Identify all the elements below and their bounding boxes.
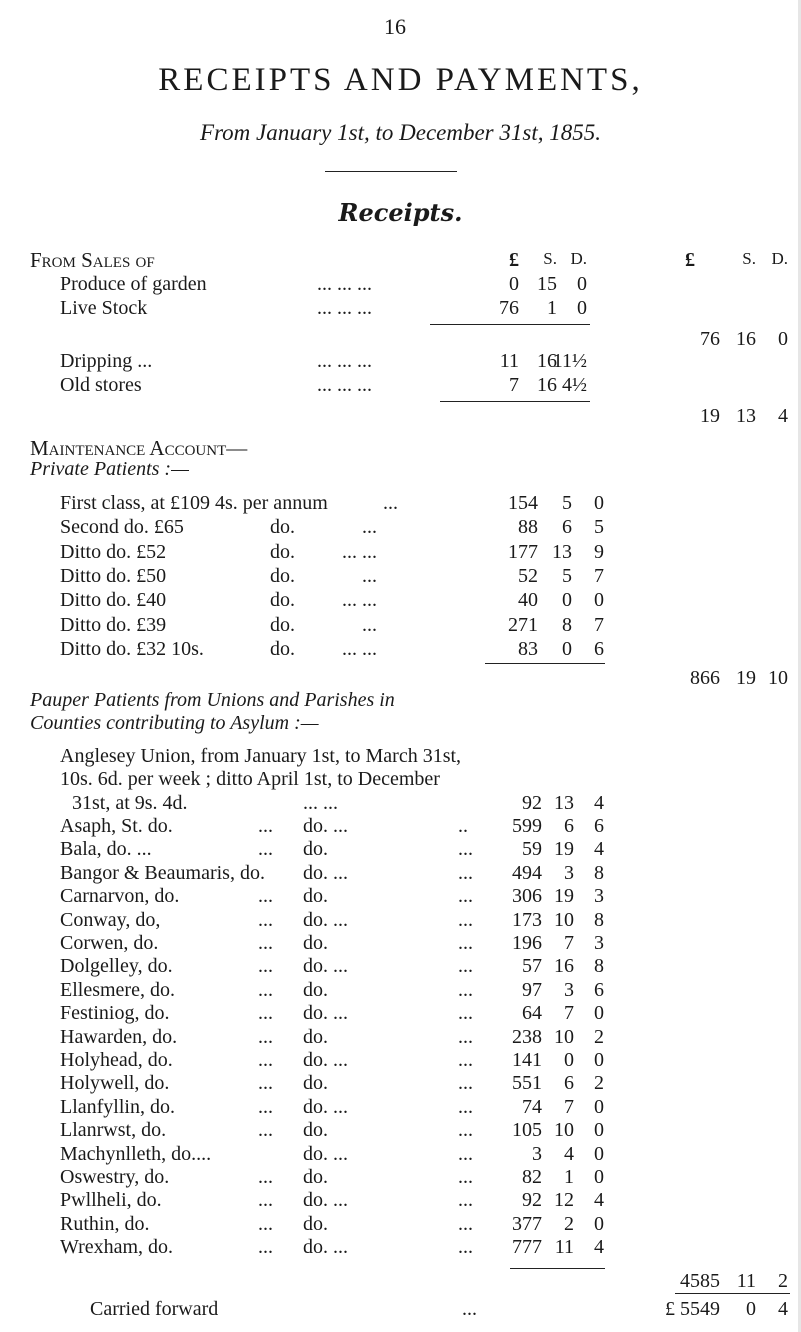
carried-forward-pounds: £ 5549 xyxy=(665,1298,720,1320)
leader-dots: ... ... xyxy=(342,637,377,660)
union-pence: 3 xyxy=(594,885,604,908)
union-pounds: 64 xyxy=(522,1002,542,1025)
leader-dots: ... xyxy=(362,516,377,539)
sum-rule xyxy=(675,1293,790,1294)
leader-dots: ... xyxy=(458,838,473,861)
union-name: Carnarvon, do. xyxy=(60,885,180,908)
section-heading: Receipts. xyxy=(338,198,463,227)
union-pence: 0 xyxy=(594,1119,604,1142)
maintenance-row-pounds: 177 xyxy=(508,540,538,563)
union-pounds: 599 xyxy=(512,815,542,837)
union-pounds: 196 xyxy=(512,932,542,954)
union-do: do. ... xyxy=(303,815,348,837)
sales-row-pence: 0 xyxy=(577,297,587,319)
union-pence: 8 xyxy=(594,908,604,931)
leader-dots: ... xyxy=(458,1002,473,1025)
union-pounds: 777 xyxy=(512,1236,542,1259)
maintenance-row-per: do. xyxy=(270,516,295,539)
pauper-heading: Counties contributing to Asylum :— xyxy=(30,712,319,734)
sales-row-pence: 0 xyxy=(577,273,587,295)
union-pence: 4 xyxy=(594,838,604,861)
sales-subtotal-pounds: 76 xyxy=(700,328,720,350)
leader-dots: ... xyxy=(258,1119,273,1142)
pauper-intro: Anglesey Union, from January 1st, to March 31st, xyxy=(60,745,462,767)
maintenance-row-label: Ditto do. £50 xyxy=(60,564,167,587)
union-pence: 3 xyxy=(594,932,604,954)
union-pounds: 59 xyxy=(522,838,542,861)
union-name: Bangor & Beaumaris, do. xyxy=(60,861,265,884)
sales-row-pounds: 76 xyxy=(499,297,519,319)
leader-dots: ... xyxy=(462,1298,477,1320)
leader-dots: .. xyxy=(458,815,468,837)
leader-dots: ... ... xyxy=(342,540,377,563)
leader-dots: ... xyxy=(258,1212,273,1235)
union-do: do. ... xyxy=(303,1189,348,1212)
union-pence: 4 xyxy=(594,1236,604,1259)
leader-dots: ... xyxy=(258,1072,273,1095)
pauper-intro-shillings: 13 xyxy=(554,792,574,814)
union-pounds: 57 xyxy=(522,955,542,978)
union-do: do. xyxy=(303,1119,328,1142)
maintenance-row-pounds: 83 xyxy=(518,637,538,660)
union-shillings: 6 xyxy=(564,1072,574,1095)
sales-row-shillings: 16 xyxy=(537,350,557,372)
sales-row-pounds: 0 xyxy=(509,273,519,295)
union-pence: 0 xyxy=(594,1002,604,1025)
union-shillings: 12 xyxy=(554,1189,574,1212)
leader-dots: ... ... xyxy=(303,792,338,814)
union-do: do. ... xyxy=(303,908,348,931)
maintenance-row-per: do. xyxy=(270,637,295,660)
union-do: do. xyxy=(303,978,328,1001)
leader-dots: ... ... ... xyxy=(317,350,372,372)
leader-dots: ... xyxy=(258,1236,273,1259)
leader-dots: ... xyxy=(458,861,473,884)
leader-dots: ... xyxy=(458,1095,473,1118)
sales-row-label: Live Stock xyxy=(60,297,148,319)
union-name: Wrexham, do. xyxy=(60,1236,174,1259)
union-name: Llanrwst, do. xyxy=(60,1119,167,1142)
sales-row-label: Dripping ... xyxy=(60,350,153,372)
sales-row-label: Old stores xyxy=(60,374,142,396)
sales-heading: From Sales of xyxy=(30,248,155,272)
leader-dots: ... xyxy=(458,1166,473,1188)
header-shillings: S. xyxy=(543,249,557,268)
leader-dots: ... xyxy=(383,492,398,514)
union-name: Holyhead, do. xyxy=(60,1049,173,1071)
leader-dots: ... xyxy=(458,978,473,1001)
pauper-intro: 10s. 6d. per week ; ditto April 1st, to December xyxy=(60,768,440,790)
maintenance-row-pounds: 271 xyxy=(508,613,538,636)
page-number: 16 xyxy=(384,14,406,39)
union-pounds: 494 xyxy=(512,861,542,884)
leader-dots: ... xyxy=(258,1095,273,1118)
header-shillings-2: S. xyxy=(742,249,756,268)
maintenance-row-pounds: 154 xyxy=(508,492,538,514)
union-shillings: 10 xyxy=(554,1025,574,1048)
maintenance-row-label: Ditto do. £52 xyxy=(60,540,167,563)
leader-dots: ... xyxy=(458,885,473,908)
union-pence: 0 xyxy=(594,1095,604,1118)
union-name: Conway, do, xyxy=(60,908,161,931)
maintenance-row-shillings: 8 xyxy=(562,613,572,636)
union-shillings: 10 xyxy=(554,1119,574,1142)
union-do: do. xyxy=(303,885,328,908)
union-name: Oswestry, do. xyxy=(60,1166,170,1188)
sales-row-shillings: 16 xyxy=(537,374,557,396)
pauper-subtotal-pence: 2 xyxy=(778,1270,788,1292)
header-pounds-2: £ xyxy=(685,249,695,271)
maintenance-row-label: Ditto do. £40 xyxy=(60,589,167,612)
leader-dots: ... xyxy=(458,1119,473,1142)
maintenance-row-pence: 0 xyxy=(594,589,604,612)
leader-dots: ... xyxy=(458,1142,473,1165)
union-do: do. ... xyxy=(303,1236,348,1259)
union-pounds: 3 xyxy=(532,1142,542,1165)
leader-dots: ... ... xyxy=(342,589,377,612)
union-shillings: 7 xyxy=(564,1002,574,1025)
leader-dots: ... ... ... xyxy=(317,273,372,295)
union-pence: 0 xyxy=(594,1212,604,1235)
leader-dots: ... xyxy=(258,1049,273,1071)
leader-dots: ... xyxy=(458,1049,473,1071)
sales-row-pence: 4½ xyxy=(562,374,587,396)
union-shillings: 4 xyxy=(564,1142,574,1165)
leader-dots: ... xyxy=(458,908,473,931)
leader-dots: ... xyxy=(258,1189,273,1212)
maintenance-subheading: Private Patients :— xyxy=(30,458,189,480)
union-pounds: 377 xyxy=(512,1212,542,1235)
maintenance-heading: Maintenance Account— xyxy=(30,436,248,460)
union-do: do. ... xyxy=(303,1049,348,1071)
leader-dots: ... xyxy=(258,1025,273,1048)
union-name: Bala, do. ... xyxy=(60,838,152,861)
leader-dots: ... xyxy=(458,1236,473,1259)
maintenance-row-shillings: 5 xyxy=(562,564,572,587)
union-do: do. xyxy=(303,1025,328,1048)
union-pence: 6 xyxy=(594,815,604,837)
header-pounds: £ xyxy=(509,249,519,271)
leader-dots: ... ... ... xyxy=(317,297,372,319)
maintenance-row-pence: 9 xyxy=(594,540,604,563)
union-pence: 0 xyxy=(594,1049,604,1071)
maintenance-row-shillings: 13 xyxy=(552,540,572,563)
union-pence: 0 xyxy=(594,1142,604,1165)
union-do: do. xyxy=(303,1212,328,1235)
pauper-heading: Pauper Patients from Unions and Parishes in xyxy=(30,689,395,711)
leader-dots: ... xyxy=(258,838,273,861)
union-pence: 4 xyxy=(594,1189,604,1212)
union-name: Pwllheli, do. xyxy=(60,1189,162,1212)
leader-dots: ... xyxy=(458,1212,473,1235)
union-shillings: 7 xyxy=(564,1095,574,1118)
union-name: Machynlleth, do.... xyxy=(60,1142,212,1165)
maintenance-row-pence: 7 xyxy=(594,613,604,636)
union-do: do. ... xyxy=(303,861,348,884)
maintenance-row-pence: 6 xyxy=(594,637,604,660)
leader-dots: ... xyxy=(258,885,273,908)
sum-rule xyxy=(485,663,605,664)
union-do: do. ... xyxy=(303,1002,348,1025)
maintenance-row-label: First class, at £109 4s. per annum xyxy=(60,492,328,514)
union-name: Dolgelley, do. xyxy=(60,955,173,978)
sales-subtotal-pence: 4 xyxy=(778,405,788,427)
union-pounds: 306 xyxy=(512,885,542,908)
union-do: do. xyxy=(303,838,328,861)
pauper-intro-pence: 4 xyxy=(594,792,604,814)
union-shillings: 3 xyxy=(564,978,574,1001)
maintenance-row-pence: 7 xyxy=(594,564,604,587)
union-pounds: 141 xyxy=(512,1049,542,1071)
union-shillings: 19 xyxy=(554,885,574,908)
union-name: Ellesmere, do. xyxy=(60,978,175,1001)
sales-row-label: Produce of garden xyxy=(60,273,207,295)
pauper-subtotal-pounds: 4585 xyxy=(680,1270,720,1292)
leader-dots: ... xyxy=(258,815,273,837)
union-name: Asaph, St. do. xyxy=(60,815,173,837)
maintenance-subtotal-pence: 10 xyxy=(768,667,788,689)
sum-rule xyxy=(430,324,590,325)
header-pence: D. xyxy=(570,249,587,268)
maintenance-row-pence: 5 xyxy=(594,516,604,539)
union-name: Hawarden, do. xyxy=(60,1025,178,1048)
union-pence: 8 xyxy=(594,955,604,978)
union-pounds: 238 xyxy=(512,1025,542,1048)
maintenance-subtotal-shillings: 19 xyxy=(736,667,756,689)
union-pounds: 173 xyxy=(512,908,542,931)
union-name: Llanfyllin, do. xyxy=(60,1095,175,1118)
union-shillings: 2 xyxy=(564,1212,574,1235)
leader-dots: ... xyxy=(258,932,273,954)
maintenance-row-shillings: 6 xyxy=(562,516,572,539)
maintenance-subtotal-pounds: 866 xyxy=(690,667,720,689)
union-do: do. xyxy=(303,932,328,954)
leader-dots: ... xyxy=(258,908,273,931)
union-pounds: 92 xyxy=(522,1189,542,1212)
union-shillings: 11 xyxy=(554,1236,574,1259)
carried-forward-pence: 4 xyxy=(778,1298,788,1320)
union-do: do. xyxy=(303,1072,328,1095)
sales-subtotal-pence: 0 xyxy=(778,328,788,350)
maintenance-row-pounds: 40 xyxy=(518,589,538,612)
header-pence-2: D. xyxy=(771,249,788,268)
union-name: Ruthin, do. xyxy=(60,1212,150,1235)
pauper-intro: 31st, at 9s. 4d. xyxy=(72,792,188,814)
maintenance-row-label: Second do. £65 xyxy=(60,516,184,539)
leader-dots: ... ... ... xyxy=(317,374,372,396)
union-pence: 8 xyxy=(594,861,604,884)
sum-rule xyxy=(510,1268,605,1269)
page-subtitle: From January 1st, to December 31st, 1855. xyxy=(200,120,601,145)
union-pounds: 82 xyxy=(522,1166,542,1188)
maintenance-row-shillings: 5 xyxy=(562,492,572,514)
union-name: Festiniog, do. xyxy=(60,1002,170,1025)
union-shillings: 10 xyxy=(554,908,574,931)
maintenance-row-label: Ditto do. £39 xyxy=(60,613,167,636)
union-do: do. ... xyxy=(303,1142,348,1165)
sales-row-pounds: 11 xyxy=(499,350,519,372)
maintenance-row-shillings: 0 xyxy=(562,589,572,612)
union-do: do. xyxy=(303,1166,328,1188)
union-pounds: 97 xyxy=(522,978,542,1001)
leader-dots: ... xyxy=(258,955,273,978)
maintenance-row-pounds: 52 xyxy=(518,564,538,587)
union-name: Corwen, do. xyxy=(60,932,159,954)
union-pence: 6 xyxy=(594,978,604,1001)
union-shillings: 16 xyxy=(554,955,574,978)
leader-dots: ... xyxy=(458,1189,473,1212)
union-shillings: 7 xyxy=(564,932,574,954)
sales-subtotal-shillings: 13 xyxy=(736,405,756,427)
maintenance-row-per: do. xyxy=(270,589,295,612)
union-pounds: 551 xyxy=(512,1072,542,1095)
sales-row-pence: 11½ xyxy=(552,350,587,372)
carried-forward-shillings: 0 xyxy=(746,1298,756,1320)
sales-subtotal-pounds: 19 xyxy=(700,405,720,427)
union-shillings: 3 xyxy=(564,861,574,884)
page-title: RECEIPTS AND PAYMENTS, xyxy=(158,62,643,98)
maintenance-row-shillings: 0 xyxy=(562,637,572,660)
leader-dots: ... xyxy=(362,564,377,587)
title-divider xyxy=(325,171,457,172)
union-shillings: 6 xyxy=(564,815,574,837)
maintenance-row-per: do. xyxy=(270,564,295,587)
union-name: Holywell, do. xyxy=(60,1072,170,1095)
leader-dots: ... xyxy=(458,1025,473,1048)
sales-row-pounds: 7 xyxy=(509,374,519,396)
union-do: do. ... xyxy=(303,955,348,978)
sales-row-shillings: 15 xyxy=(537,273,557,295)
sales-subtotal-shillings: 16 xyxy=(736,328,756,350)
leader-dots: ... xyxy=(362,613,377,636)
union-pence: 2 xyxy=(594,1025,604,1048)
union-pounds: 105 xyxy=(512,1119,542,1142)
leader-dots: ... xyxy=(258,978,273,1001)
union-pence: 0 xyxy=(594,1166,604,1188)
union-pounds: 74 xyxy=(522,1095,542,1118)
leader-dots: ... xyxy=(458,955,473,978)
union-shillings: 19 xyxy=(554,838,574,861)
pauper-intro-pounds: 92 xyxy=(522,792,542,814)
union-do: do. ... xyxy=(303,1095,348,1118)
leader-dots: ... xyxy=(458,932,473,954)
maintenance-row-pounds: 88 xyxy=(518,516,538,539)
sum-rule xyxy=(440,401,590,402)
carried-forward-label: Carried forward xyxy=(90,1298,219,1320)
union-shillings: 0 xyxy=(564,1049,574,1071)
maintenance-row-per: do. xyxy=(270,613,295,636)
leader-dots: ... xyxy=(458,1072,473,1095)
maintenance-row-pence: 0 xyxy=(594,492,604,514)
union-shillings: 1 xyxy=(564,1166,574,1188)
sales-row-shillings: 1 xyxy=(547,297,557,319)
maintenance-row-label: Ditto do. £32 10s. xyxy=(60,637,204,660)
maintenance-row-per: do. xyxy=(270,540,295,563)
union-pence: 2 xyxy=(594,1072,604,1095)
leader-dots: ... xyxy=(258,1166,273,1188)
pauper-subtotal-shillings: 11 xyxy=(736,1270,756,1292)
leader-dots: ... xyxy=(258,1002,273,1025)
